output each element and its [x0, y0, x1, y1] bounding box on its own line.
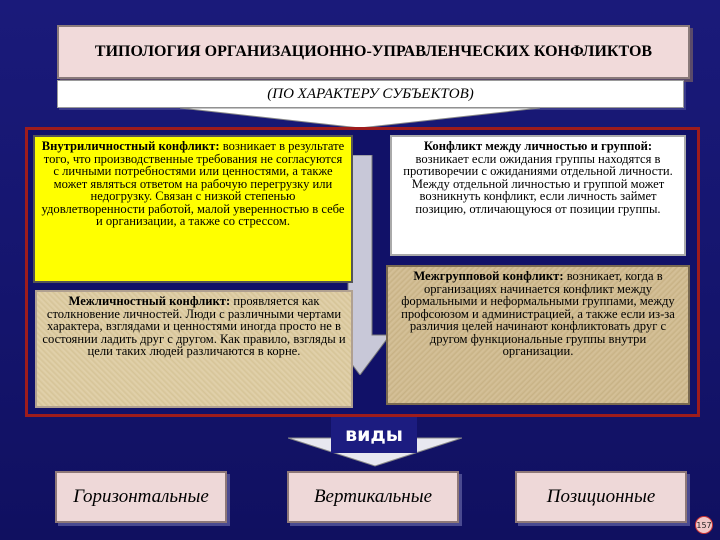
- top-down-arrow: [180, 104, 540, 128]
- type-label: Вертикальные: [313, 486, 433, 507]
- intergroup-conflict-panel: [386, 265, 690, 405]
- page-number-badge: [695, 516, 713, 534]
- slide-subtitle-text: (ПО ХАРАКТЕРУ СУБЪЕКТОВ): [267, 85, 474, 102]
- type-label: Горизонтальные: [73, 486, 209, 507]
- type-vertical: [287, 471, 459, 523]
- panel-text: проявляется как столкновение личностей. Люди с различными чертами характера, взглядами и ценностями иногда просто не в состоянии ладить друг с другом. Как правило, взгляды и цели таких людей различаются в корне.: [42, 294, 346, 358]
- slide-title-text: ТИПОЛОГИЯ ОРГАНИЗАЦИОННО-УПРАВЛЕНЧЕСКИХ КОНФЛИКТОВ: [94, 43, 653, 60]
- person-group-conflict-panel: [390, 135, 686, 256]
- panel-text: возникает если ожидания группы находятся в противоречии с ожиданиями отдельной личности. Между отдельной личностью и группой может возникнуть конфликт, если личность займет позицию, отличающуюся от позиции группы.: [403, 151, 673, 216]
- panel-heading: Межгрупповой конфликт:: [413, 269, 567, 283]
- interpersonal-conflict-panel: [35, 290, 353, 408]
- type-horizontal: [55, 471, 227, 523]
- slide-title: [57, 25, 690, 79]
- panel-text: возникает, когда в организациях начинается конфликт между формальными и неформальными группами, между профсоюзом и администрацией, а также если из-за различия целей начинают конфликтовать друг с другом функциональные группы внутри организации.: [401, 269, 675, 358]
- type-positional: [515, 471, 687, 523]
- vidy-label: [331, 417, 417, 453]
- type-label: Позиционные: [546, 486, 656, 507]
- panel-heading: Внутриличностный конфликт:: [41, 139, 223, 153]
- page-number: 157: [696, 520, 712, 530]
- panel-heading: Конфликт между личностью и группой:: [423, 139, 653, 153]
- intrapersonal-conflict-panel: [33, 135, 353, 283]
- panel-heading: Межличностный конфликт:: [68, 294, 234, 308]
- panel-text: возникает в результате того, что производственные требования не согласуются с личными потребностями или ценностями, а также может являться ответом на рабочую перегрузку или недогрузку. Связан с низкой степенью удовлетворенности работой, малой уверенностью в себе и организации, а также со стрессом.: [41, 139, 345, 228]
- vidy-label-text: виды: [345, 424, 403, 446]
